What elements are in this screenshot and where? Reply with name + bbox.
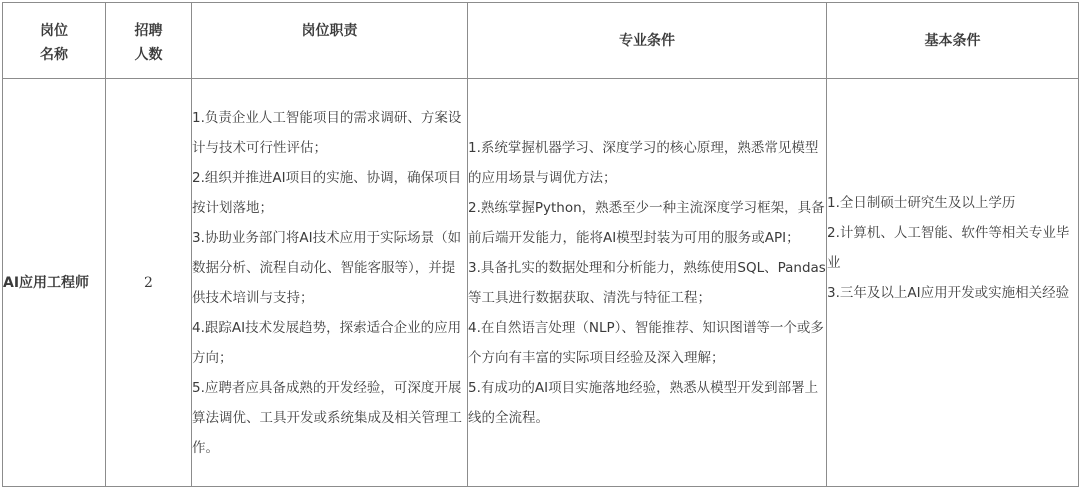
list-item: 2.组织并推进AI项目的实施、协调，确保项目按计划落地； (192, 169, 462, 216)
headcount-cell: 2 (106, 79, 192, 487)
list-item: 4.在自然语言处理（NLP）、智能推荐、知识图谱等一个或多个方向有丰富的实际项目经验及深入理解； (468, 319, 824, 366)
professional-requirements-list (468, 133, 826, 433)
list-item: 4.跟踪AI技术发展趋势，探索适合企业的应用方向； (192, 319, 462, 366)
list-item: 2.计算机、人工智能、软件等相关专业毕业 (827, 224, 1070, 271)
list-item: 3.协助业务部门将AI技术应用于实际场景（如数据分析、流程自动化、智能客服等），并提供技术培训与支持； (192, 229, 462, 306)
position-name-cell: AI应用工程师 (3, 79, 106, 487)
header-position-line-1: 岗位 (40, 23, 68, 39)
header-row (3, 3, 1079, 79)
basic-requirements-list (827, 188, 1078, 308)
duties-list (192, 103, 467, 463)
table-row (3, 79, 1079, 487)
list-item: 5.有成功的AI项目实施落地经验，熟悉从模型开发到部署上线的全流程。 (468, 379, 819, 426)
list-item: 1.全日制硕士研究生及以上学历 (827, 194, 1016, 211)
basic-requirements-cell (827, 79, 1079, 487)
recruitment-table (2, 2, 1079, 487)
list-item: 1.系统掌握机器学习、深度学习的核心原理，熟悉常见模型的应用场景与调优方法； (468, 139, 819, 186)
header-basic-requirements: 基本条件 (827, 3, 1079, 79)
list-item: 2.熟练掌握Python，熟悉至少一种主流深度学习框架，具备前后端开发能力，能将AI模型封装为可用的服务或API； (468, 199, 825, 246)
header-duties: 岗位职责 (192, 3, 468, 79)
header-headcount (106, 3, 192, 79)
list-item: 3.三年及以上AI应用开发或实施相关经验 (827, 284, 1070, 301)
header-professional-requirements: 专业条件 (468, 3, 827, 79)
duties-cell (192, 79, 468, 487)
list-item: 3.具备扎实的数据处理和分析能力，熟练使用SQL、Pandas等工具进行数据获取、清洗与特征工程； (468, 259, 826, 306)
list-item: 1.负责企业人工智能项目的需求调研、方案设计与技术可行性评估； (192, 109, 462, 156)
header-headcount-line-1: 招聘 (134, 23, 163, 39)
professional-requirements-cell (468, 79, 827, 487)
list-item: 5.应聘者应具备成熟的开发经验，可深度开展算法调优、工具开发或系统集成及相关管理工作。 (192, 379, 462, 456)
header-headcount-line-2: 人数 (134, 47, 163, 63)
header-position-name (3, 3, 106, 79)
header-position-line-2: 名称 (40, 47, 68, 63)
